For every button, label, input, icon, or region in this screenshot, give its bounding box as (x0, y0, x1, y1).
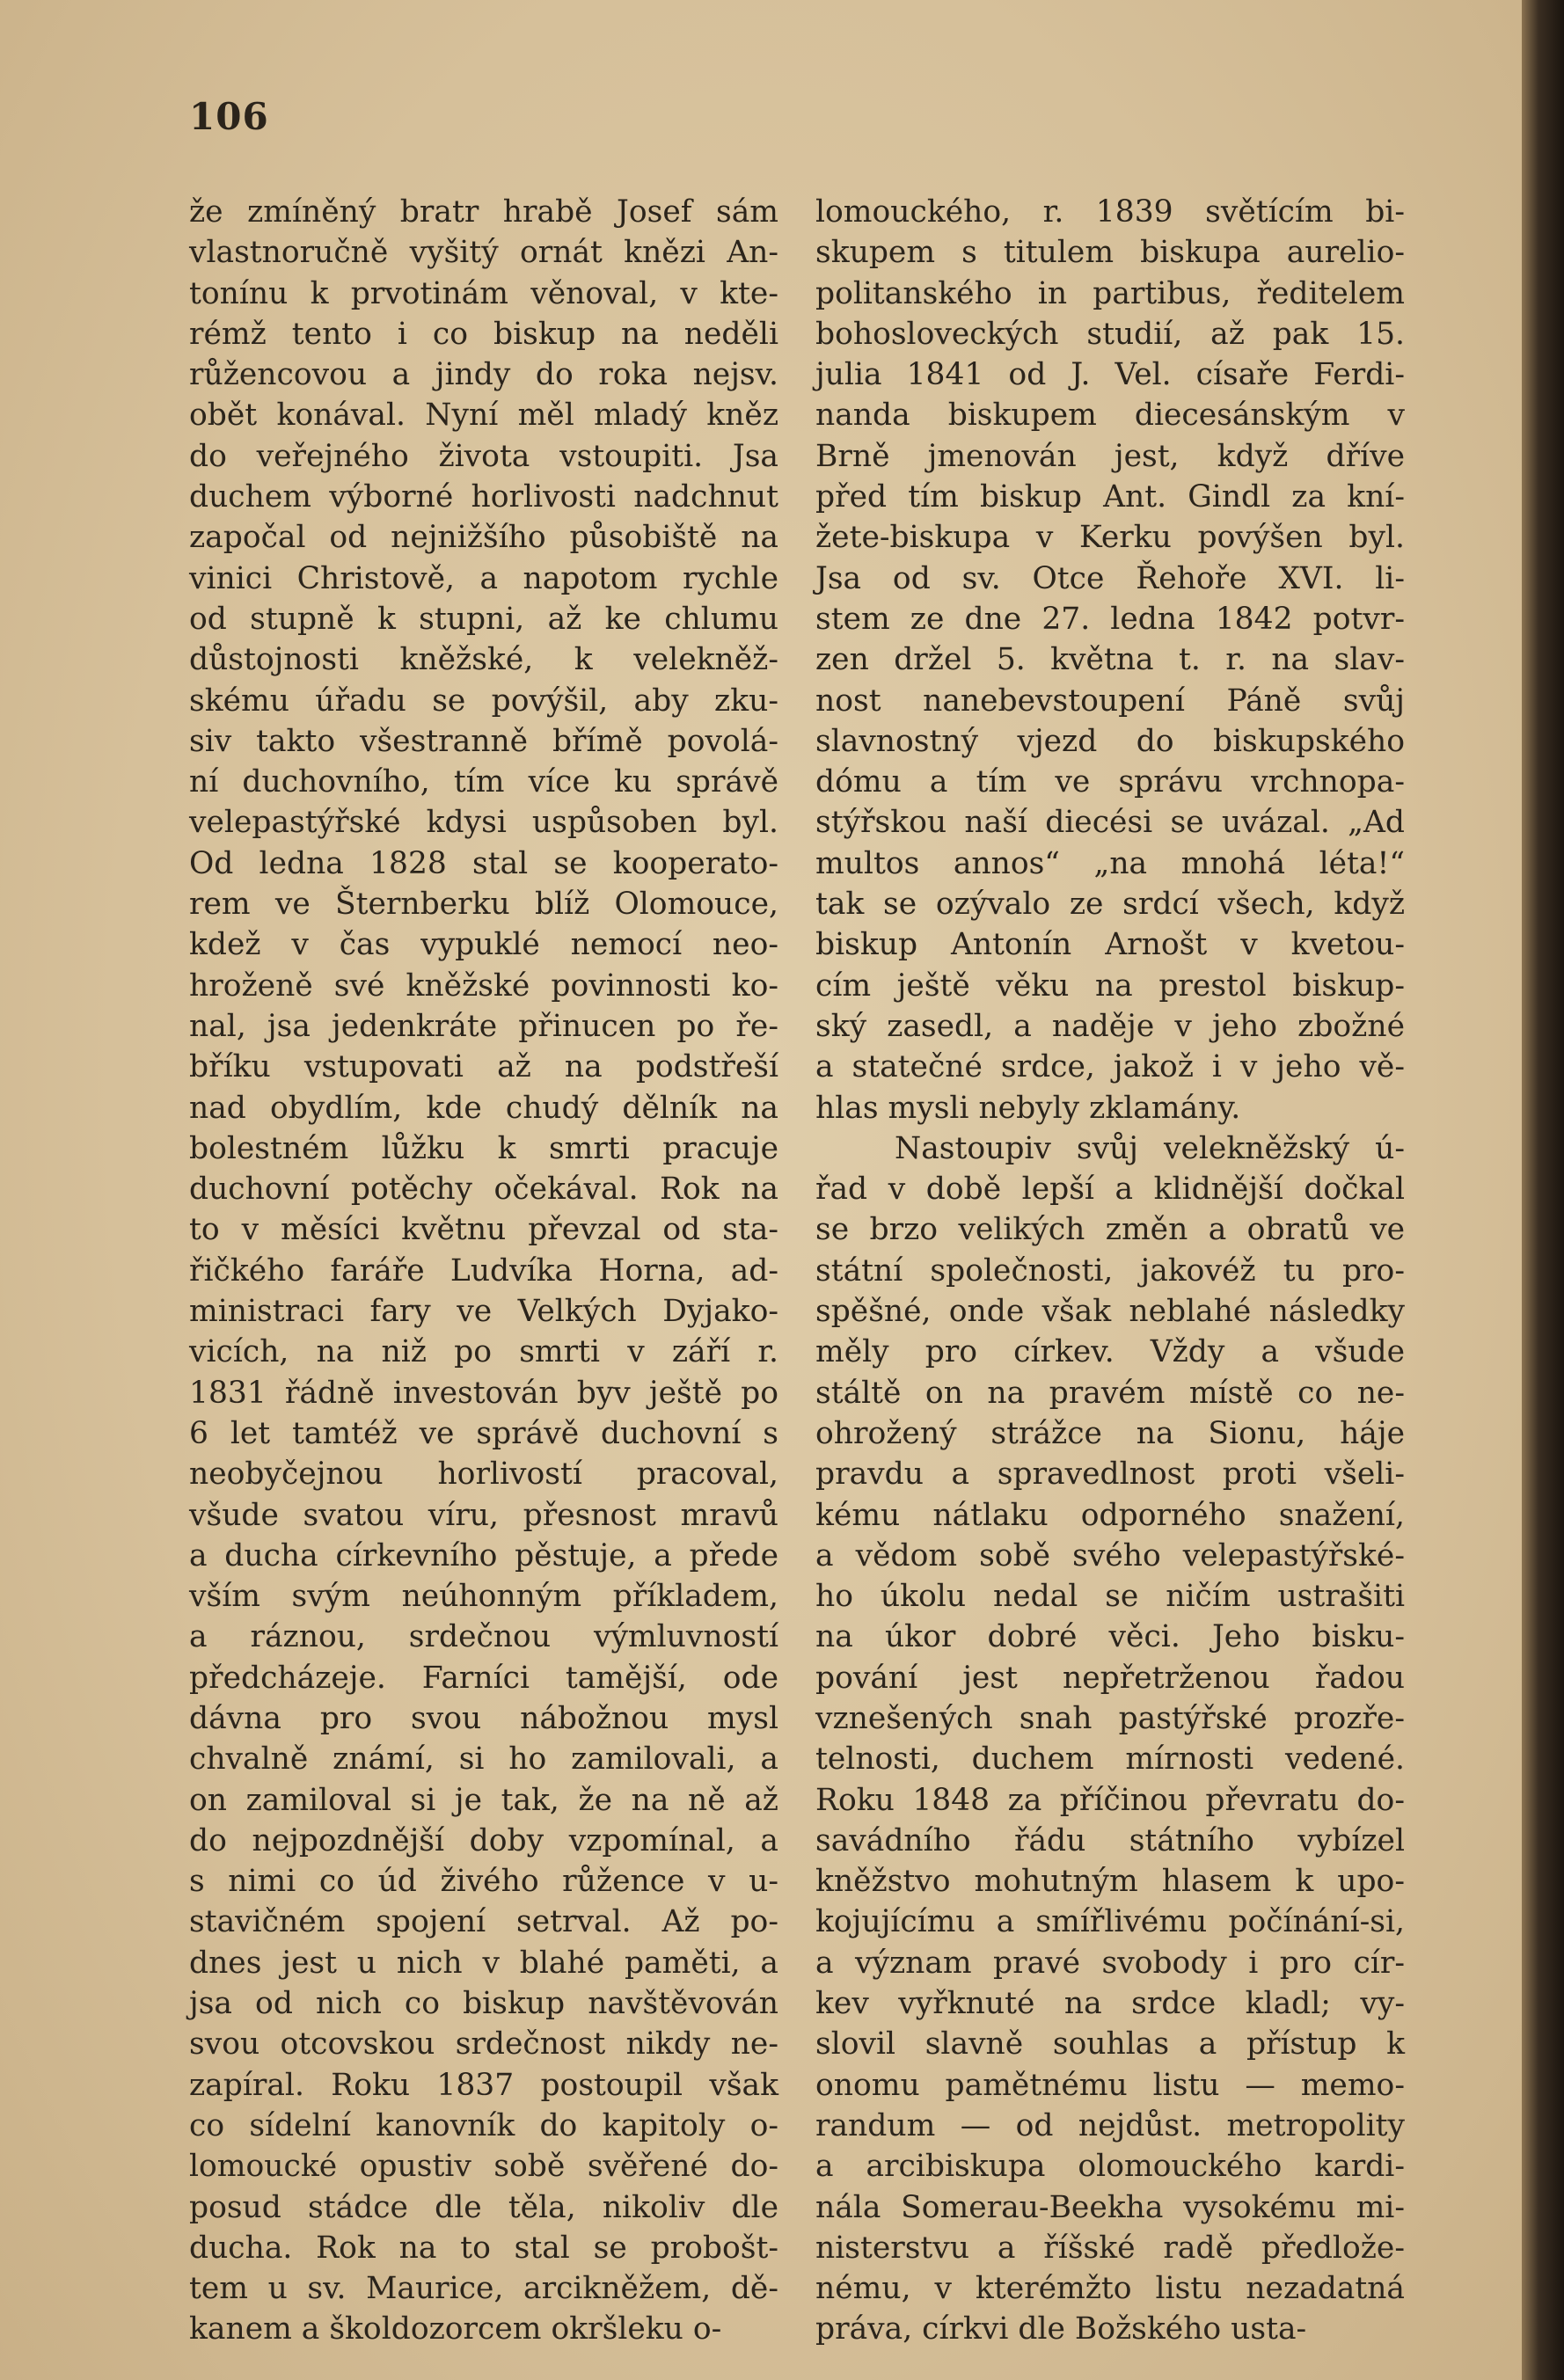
text-line: hroženě své kněžské povinnosti ko- (189, 967, 778, 1004)
text-line: velepastýřské kdysi uspůsoben byl. (189, 805, 778, 841)
text-line: skému úřadu se povýšil, aby zku- (189, 683, 778, 719)
text-line: stýřskou naší diecési se uvázal. „Ad (815, 805, 1405, 841)
text-line: bolestném lůžku k smrti pracuje (189, 1130, 778, 1166)
text-line: ohrožený strážce na Sionu, háje (815, 1415, 1405, 1451)
text-line: kanem a školdozorcem okršleku o- (189, 2311, 722, 2347)
text-line: ho úkolu nedal se ničím ustrašiti (815, 1579, 1405, 1615)
text-line: to v měsíci květnu převzal od sta- (189, 1212, 778, 1248)
text-line: tonínu k prvotinám věnoval, v kte- (189, 275, 778, 311)
text-line: svou otcovskou srdečnost nikdy ne- (189, 2026, 778, 2062)
text-line: duchovní potěchy očekával. Rok na (189, 1172, 778, 1208)
text-line: tem u sv. Maurice, arcikněžem, dě- (189, 2271, 778, 2307)
text-line: rem ve Šternberku blíž Olomouce, (189, 887, 778, 923)
text-line: nad obydlím, kde chudý dělník na (189, 1090, 778, 1126)
text-line: ducha. Rok na to stal se probošt- (189, 2230, 778, 2266)
text-line: na úkor dobré věci. Jeho bisku- (815, 1619, 1405, 1655)
text-line: bříku vstupovati až na podstřeší (189, 1049, 778, 1085)
text-line: vším svým neúhonným příkladem, (189, 1579, 778, 1615)
text-line: nému, v kterémžto listu nezadatná (815, 2271, 1405, 2307)
text-line: spěšné, onde však neblahé následky (815, 1294, 1405, 1330)
text-line: od stupně k stupni, až ke chlumu (189, 601, 778, 637)
text-line: a význam pravé svobody i pro cír- (815, 1945, 1405, 1981)
text-line: on zamiloval si je tak, že na ně až (189, 1782, 778, 1818)
text-line: posud stádce dle těla, nikoliv dle (189, 2189, 778, 2225)
text-line: tak se ozývalo ze srdcí všech, když (815, 887, 1405, 923)
text-line: důstojnosti kněžské, k velekněž- (189, 642, 778, 678)
text-line: kev vyřknuté na srdce kladl; vy- (815, 1986, 1405, 2022)
text-line: stáltě on na pravém místě co ne- (815, 1375, 1405, 1411)
text-line: cím ještě věku na prestol biskup- (815, 967, 1405, 1004)
text-line: 6 let tamtéž ve správě duchovní s (189, 1415, 778, 1451)
text-line: multos annos“ „na mnohá léta!“ (815, 845, 1405, 881)
text-line: vznešených snah pastýřské prozře- (815, 1700, 1405, 1736)
text-line: vlastnoručně vyšitý ornát knězi An- (189, 235, 778, 271)
text-line: hlas mysli nebyly zklamány. (815, 1090, 1241, 1126)
text-line: nal, jsa jedenkráte přinucen po ře- (189, 1008, 778, 1044)
text-line: stem ze dne 27. ledna 1842 potvr- (815, 601, 1405, 637)
text-line: dómu a tím ve správu vrchnopa- (815, 764, 1405, 800)
text-line: Roku 1848 za příčinou převratu do- (815, 1782, 1405, 1818)
text-line: státní společnosti, jakovéž tu pro- (815, 1252, 1405, 1289)
text-line: savádního řádu státního vybízel (815, 1822, 1405, 1858)
text-line: co sídelní kanovník do kapitoly o- (189, 2107, 778, 2143)
text-line: a statečné srdce, jakož i v jeho vě- (815, 1049, 1405, 1085)
text-line: žete-biskupa v Kerku povýšen byl. (815, 520, 1405, 556)
text-line: siv takto všestranně břímě povolá- (189, 723, 778, 759)
text-line: Jsa od sv. Otce Řehoře XVI. li- (815, 560, 1405, 596)
text-line: zen držel 5. května t. r. na slav- (815, 642, 1405, 678)
text-line: a ducha církevního pěstuje, a přede (189, 1537, 778, 1573)
text-line: ský zasedl, a naděje v jeho zbožné (815, 1008, 1405, 1044)
text-line: 1831 řádně investován byv ještě po (189, 1375, 778, 1411)
text-line: rémž tento i co biskup na neděli (189, 316, 778, 352)
text-line: se brzo velikých změn a obratů ve (815, 1212, 1405, 1248)
text-line: nanda biskupem diecesánským v (815, 398, 1405, 434)
text-line: jsa od nich co biskup navštěvován (189, 1986, 778, 2022)
text-line: nála Somerau-Beekha vysokému mi- (815, 2189, 1405, 2225)
text-line: do veřejného života vstoupiti. Jsa (189, 438, 778, 474)
text-line: biskup Antonín Arnošt v kvetou- (815, 927, 1405, 963)
text-line: práva, církvi dle Božského usta- (815, 2311, 1307, 2347)
text-line: řičkého faráře Ludvíka Horna, ad- (189, 1252, 778, 1289)
text-line: bohosloveckých studií, až pak 15. (815, 316, 1405, 352)
text-line: ní duchovního, tím více ku správě (189, 764, 778, 800)
text-line: kému nátlaku odporného snažení, (815, 1497, 1405, 1533)
text-line: nisterstvu a říšské radě předlože- (815, 2230, 1405, 2266)
text-line: do nejpozdnější doby vzpomínal, a (189, 1822, 778, 1858)
left-column (189, 192, 778, 2350)
text-line: před tím biskup Ant. Gindl za kní- (815, 479, 1405, 515)
text-line: lomoucké opustiv sobě svěřené do- (189, 2149, 778, 2185)
text-line: s nimi co úd živého růžence v u- (189, 1864, 778, 1900)
text-line: a vědom sobě svého velepastýřské- (815, 1537, 1405, 1573)
text-line: dnes jest u nich v blahé paměti, a (189, 1945, 778, 1981)
text-line: Nastoupiv svůj velekněžský ú- (895, 1130, 1405, 1166)
text-line: telnosti, duchem mírnosti vedené. (815, 1741, 1405, 1778)
text-line: politanského in partibus, ředitelem (815, 275, 1405, 311)
text-line: nost nanebevstoupení Páně svůj (815, 683, 1405, 719)
text-line: pování jest nepřetrženou řadou (815, 1660, 1405, 1696)
text-line: Od ledna 1828 stal se kooperato- (189, 845, 778, 881)
text-line: řad v době lepší a klidnější dočkal (815, 1172, 1405, 1208)
text-line: slovil slavně souhlas a přístup k (815, 2026, 1405, 2062)
text-line: zapíral. Roku 1837 postoupil však (189, 2067, 778, 2103)
text-line: slavnostný vjezd do biskupského (815, 723, 1405, 759)
text-line: kněžstvo mohutným hlasem k upo- (815, 1864, 1405, 1900)
page-edge (1522, 0, 1564, 2380)
text-line: že zmíněný bratr hrabě Josef sám (189, 194, 778, 230)
text-line: skupem s titulem biskupa aurelio- (815, 235, 1405, 271)
right-column (815, 192, 1405, 2350)
page-number: 106 (189, 95, 269, 138)
text-line: duchem výborné horlivosti nadchnut (189, 479, 778, 515)
text-line: randum — od nejdůst. metropolity (815, 2107, 1405, 2143)
text-line: dávna pro svou nábožnou mysl (189, 1700, 778, 1736)
text-line: obět konával. Nyní měl mladý kněz (189, 398, 778, 434)
text-line: předcházeje. Farníci tamější, ode (189, 1660, 778, 1696)
text-line: vinici Christově, a napotom rychle (189, 560, 778, 596)
text-line: stavičném spojení setrval. Až po- (189, 1904, 778, 1940)
text-line: vicích, na niž po smrti v září r. (189, 1334, 778, 1370)
text-line: ministraci fary ve Velkých Dyjako- (189, 1294, 778, 1330)
text-line: chvalně známí, si ho zamilovali, a (189, 1741, 778, 1778)
text-line: Brně jmenován jest, když dříve (815, 438, 1405, 474)
text-line: měly pro církev. Vždy a všude (815, 1334, 1405, 1370)
text-line: kdež v čas vypuklé nemocí neo- (189, 927, 778, 963)
text-line: a arcibiskupa olomouckého kardi- (815, 2149, 1405, 2185)
text-line: pravdu a spravedlnost proti všeli- (815, 1456, 1405, 1493)
text-line: neobyčejnou horlivostí pracoval, (189, 1456, 778, 1493)
text-line: růžencovou a jindy do roka nejsv. (189, 357, 778, 393)
text-line: onomu pamětnému listu — memo- (815, 2067, 1405, 2103)
text-line: všude svatou víru, přesnost mravů (189, 1497, 778, 1533)
text-line: lomouckého, r. 1839 světícím bi- (815, 194, 1405, 230)
text-line: a ráznou, srdečnou výmluvností (189, 1619, 778, 1655)
text-line: julia 1841 od J. Vel. císaře Ferdi- (815, 357, 1405, 393)
text-line: započal od nejnižšího působiště na (189, 520, 778, 556)
text-line: kojujícímu a smířlivému počínání-si, (815, 1904, 1405, 1940)
